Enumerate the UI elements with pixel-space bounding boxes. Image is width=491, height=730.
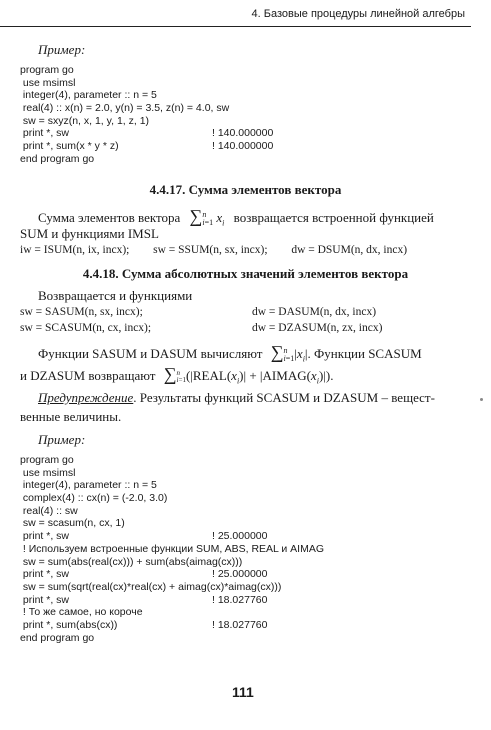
section-heading-4418: 4.4.18. Сумма абсолютных значений элементов вектора bbox=[82, 266, 409, 281]
warning-line2: венные величины. bbox=[20, 409, 122, 424]
abs-paragraph-line2 bbox=[20, 364, 333, 386]
code-line bbox=[20, 64, 460, 77]
code-line bbox=[20, 127, 460, 140]
code-text: print *, sum(x * y * z) bbox=[20, 140, 119, 153]
code-line bbox=[20, 140, 460, 153]
section-heading-4417: 4.4.17. Сумма элементов вектора bbox=[149, 182, 342, 197]
warning-label: Предупреждение bbox=[38, 390, 134, 405]
code-comment: ! 25.000000 bbox=[212, 568, 268, 581]
sum-formulas-line bbox=[20, 244, 407, 256]
warning-line1 bbox=[38, 390, 435, 406]
ssum-formula: sw = SSUM(n, sx, incx); bbox=[153, 244, 268, 256]
abs-text-before: Функции SASUM и DASUM вычисляют bbox=[38, 346, 263, 361]
code-text: print *, sw bbox=[20, 530, 70, 543]
code-block-1 bbox=[20, 64, 460, 166]
code-text: sw = scasum(n, cx, 1) bbox=[20, 517, 125, 530]
code-text: print *, sw bbox=[20, 127, 70, 140]
code-line bbox=[20, 517, 460, 530]
code-comment: ! 18.027760 bbox=[212, 593, 268, 606]
abs-text-after: . Функции SCASUM bbox=[307, 346, 422, 361]
isum-formula: iw = ISUM(n, ix, incx); bbox=[20, 244, 130, 256]
code-line bbox=[20, 492, 460, 505]
code-comment: ! 18.027760 bbox=[212, 618, 268, 631]
example-label: Пример: bbox=[38, 42, 86, 57]
running-header bbox=[0, 4, 471, 27]
code-text: integer(4), parameter :: n = 5 bbox=[20, 479, 157, 492]
example-label-2: Пример: bbox=[38, 432, 86, 447]
code-text: ! То же самое, но короче bbox=[20, 606, 143, 619]
code-line bbox=[20, 556, 460, 569]
code-line bbox=[20, 467, 460, 480]
dasum-formula: dw = DASUM(n, dx, incx) bbox=[252, 306, 377, 318]
abs-text2-before: и DZASUM возвращают bbox=[20, 368, 156, 383]
code-line bbox=[20, 115, 460, 128]
code-text: sw = sxyz(n, x, 1, y, 1, z, 1) bbox=[20, 114, 150, 127]
sum-formula: ∑ n i=1 $x_i$ bbox=[189, 206, 225, 228]
code-text: use msimsl bbox=[20, 76, 76, 89]
code-text: ! Используем встроенные функции SUM, ABS, REAL и AIMAG bbox=[20, 542, 325, 555]
code-line bbox=[20, 581, 460, 594]
abs-sum-formula: ∑ n i=1 $|x_i|$ bbox=[270, 342, 308, 364]
warning-text: . Результаты функций SCASUM и DZASUM – вещест- bbox=[133, 390, 435, 405]
sum-paragraph-line1 bbox=[38, 206, 468, 228]
code-line bbox=[20, 619, 460, 632]
code-text: real(4) :: sw bbox=[20, 504, 78, 517]
code-line bbox=[20, 454, 460, 467]
code-line bbox=[20, 479, 460, 492]
code-text: sw = sum(sqrt(real(cx)*real(cx) + aimag(cx)*aimag(cx))) bbox=[20, 580, 282, 593]
sum-text-before: Сумма элементов вектора bbox=[38, 210, 181, 225]
running-title: 4. Базовые процедуры линейной алгебры bbox=[251, 8, 465, 20]
code-text: complex(4) :: cx(n) = (-2.0, 3.0) bbox=[20, 492, 168, 505]
complex-abs-sum-formula: ∑ n i=1 ($|REAL(x_i)|$ + $|AIMAG(x_i)|$). bbox=[163, 364, 334, 386]
code-text: print *, sw bbox=[20, 593, 70, 606]
sum-text-after: возвращается встроенной функцией bbox=[233, 210, 434, 225]
code-line bbox=[20, 77, 460, 90]
scasum-formula: sw = SCASUM(n, cx, incx); bbox=[20, 322, 152, 334]
code-line bbox=[20, 606, 460, 619]
code-comment: ! 140.000000 bbox=[212, 127, 274, 140]
code-text: integer(4), parameter :: n = 5 bbox=[20, 89, 157, 102]
code-line bbox=[20, 530, 460, 543]
code-line bbox=[20, 153, 460, 166]
sasum-formula: sw = SASUM(n, sx, incx); bbox=[20, 306, 143, 318]
dzasum-formula: dw = DZASUM(n, zx, incx) bbox=[252, 322, 383, 334]
code-text: sw = sum(abs(real(cx))) + sum(abs(aimag(cx))) bbox=[20, 555, 243, 568]
code-text: real(4) :: x(n) = 2.0, y(n) = 3.5, z(n) = 4.0, sw bbox=[20, 102, 230, 115]
code-line bbox=[20, 89, 460, 102]
code-text: print *, sum(abs(cx)) bbox=[20, 618, 118, 631]
margin-speck bbox=[480, 398, 483, 401]
code-text: print *, sw bbox=[20, 568, 70, 581]
code-text: program go bbox=[20, 454, 74, 466]
code-block-2 bbox=[20, 454, 460, 644]
code-line bbox=[20, 632, 460, 645]
code-line bbox=[20, 568, 460, 581]
sum-paragraph-line2: SUM и функциями IMSL bbox=[20, 226, 159, 241]
code-comment: ! 25.000000 bbox=[212, 530, 268, 543]
abs-paragraph-line1 bbox=[38, 342, 422, 364]
code-text: use msimsl bbox=[20, 466, 76, 479]
code-line bbox=[20, 543, 460, 556]
abs-sum-intro: Возвращается и функциями bbox=[38, 288, 193, 303]
dsum-formula: dw = DSUM(n, dx, incx) bbox=[291, 244, 408, 256]
code-text: end program go bbox=[20, 152, 95, 165]
code-line bbox=[20, 505, 460, 518]
code-comment: ! 140.000000 bbox=[212, 140, 274, 153]
code-text: program go bbox=[20, 64, 74, 76]
code-line bbox=[20, 102, 460, 115]
page-number: 111 bbox=[232, 684, 254, 700]
code-line bbox=[20, 594, 460, 607]
code-text: end program go bbox=[20, 631, 95, 644]
